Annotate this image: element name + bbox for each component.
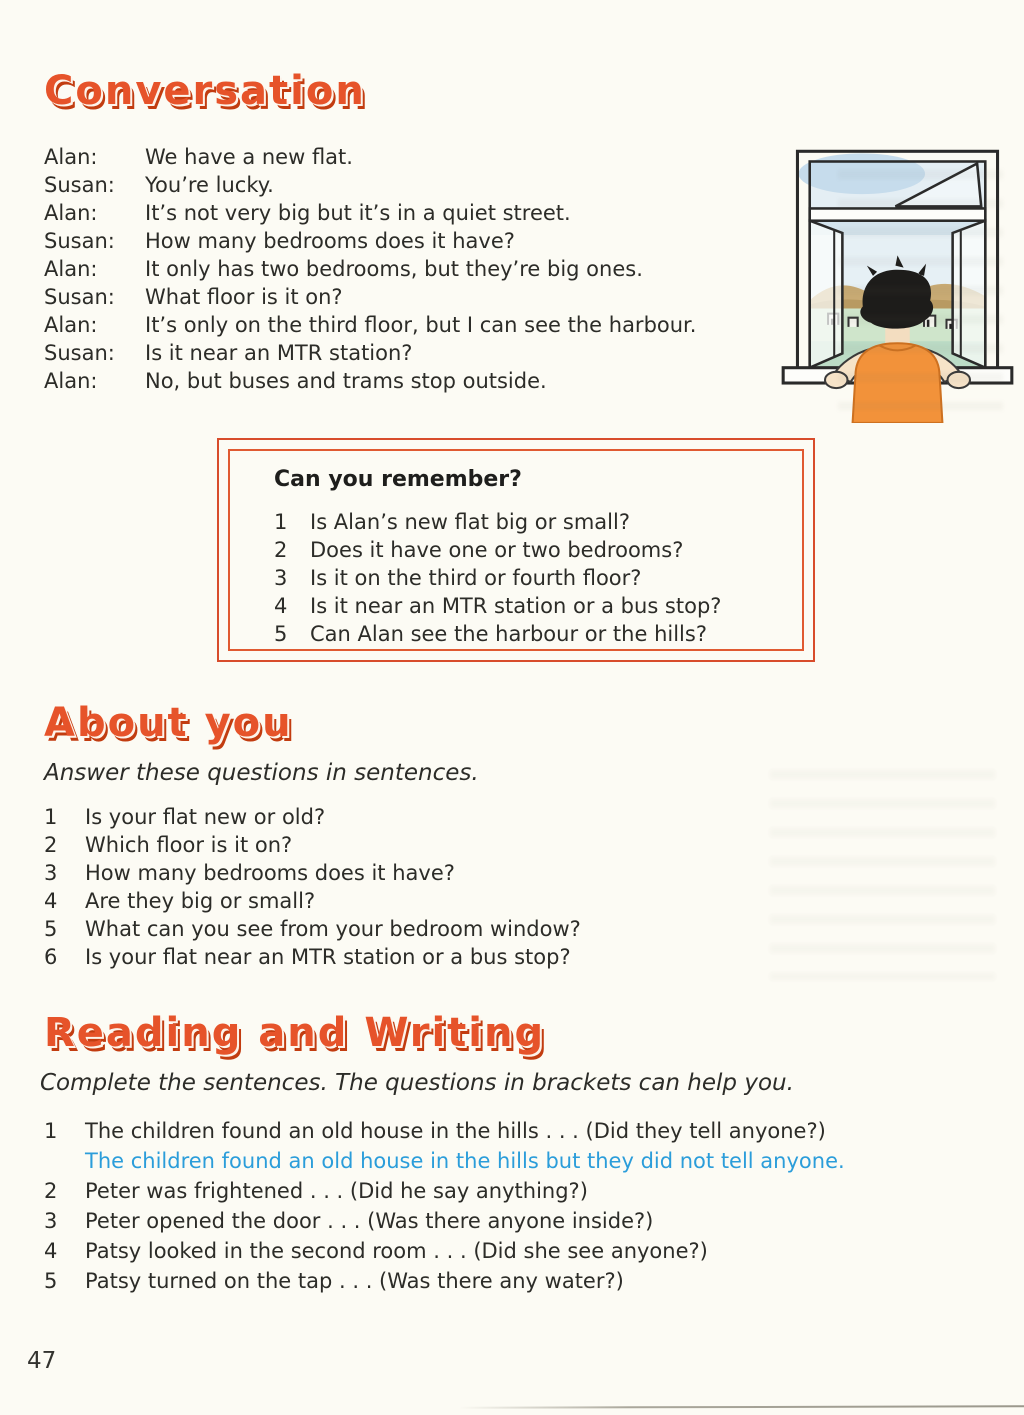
list-item: [44, 1236, 845, 1266]
question-number: 5: [274, 622, 288, 646]
boy-at-window-illustration: [775, 145, 1020, 423]
section-heading-reading-and-writing: Reading and Writing: [44, 1010, 546, 1056]
list-item: [44, 831, 581, 859]
remember-question: [274, 536, 782, 564]
remember-question: [274, 564, 782, 592]
question-number: 4: [274, 594, 288, 618]
question-number: 1: [274, 510, 288, 534]
item-text: What can you see from your bedroom window?: [85, 917, 581, 941]
dialogue-speaker: Susan:: [44, 229, 115, 253]
list-item: [44, 1266, 845, 1296]
list-item: [44, 887, 581, 915]
dialogue-speaker: Alan:: [44, 201, 98, 225]
item-number: 3: [44, 1209, 58, 1233]
dialogue-line: [44, 367, 784, 395]
dialogue-line: [44, 143, 784, 171]
item-number: 2: [44, 833, 58, 857]
scan-bleedthrough-artifact: [770, 770, 995, 980]
page-number: 47: [27, 1348, 57, 1374]
dialogue-text: It’s not very big but it’s in a quiet street.: [145, 201, 571, 225]
dialogue-text: You’re lucky.: [145, 173, 274, 197]
dialogue-speaker: Susan:: [44, 341, 115, 365]
item-number: 3: [44, 861, 58, 885]
item-text: Peter was frightened . . . (Did he say anything?): [85, 1179, 588, 1203]
list-item: [44, 859, 581, 887]
item-number: 4: [44, 1239, 58, 1263]
reading-writing-exercise-list: [44, 1116, 845, 1296]
item-text: Peter opened the door . . . (Was there anyone inside?): [85, 1209, 654, 1233]
item-number: 5: [44, 1269, 58, 1293]
dialogue-text: It’s only on the third floor, but I can see the harbour.: [145, 313, 697, 337]
remember-question: [274, 592, 782, 620]
section-heading-about-you: About you: [44, 700, 293, 746]
dialogue-text: What floor is it on?: [145, 285, 343, 309]
question-number: 3: [274, 566, 288, 590]
dialogue-speaker: Susan:: [44, 285, 115, 309]
dialogue-line: [44, 227, 784, 255]
item-number: 1: [44, 1119, 58, 1143]
item-number: 1: [44, 805, 58, 829]
item-number: 4: [44, 889, 58, 913]
list-item: [44, 1206, 845, 1236]
list-item: [44, 915, 581, 943]
question-text: Is it on the third or fourth floor?: [310, 566, 642, 590]
item-text: Is your flat near an MTR station or a bus stop?: [85, 945, 571, 969]
can-you-remember-box-inner: [228, 449, 804, 651]
dialogue-text: It only has two bedrooms, but they’re big ones.: [145, 257, 643, 281]
dialogue-text: We have a new flat.: [145, 145, 353, 169]
reading-writing-instruction: Complete the sentences. The questions in brackets can help you.: [40, 1070, 794, 1096]
dialogue: [44, 143, 784, 395]
item-text: How many bedrooms does it have?: [85, 861, 455, 885]
dialogue-text: How many bedrooms does it have?: [145, 229, 515, 253]
item-text: Which floor is it on?: [85, 833, 293, 857]
item-text: Are they big or small?: [85, 889, 316, 913]
section-heading-conversation: Conversation: [44, 68, 366, 114]
list-item: [44, 803, 581, 831]
page-edge-shadow: [459, 1405, 1024, 1408]
list-item: [44, 1176, 845, 1206]
list-item: [44, 1116, 845, 1146]
dialogue-text: Is it near an MTR station?: [145, 341, 413, 365]
dialogue-speaker: Alan:: [44, 257, 98, 281]
item-text: Patsy turned on the tap . . . (Was there any water?): [85, 1269, 624, 1293]
dialogue-line: [44, 255, 784, 283]
remember-box-title: Can you remember?: [274, 467, 522, 492]
item-number: 6: [44, 945, 58, 969]
item-number: 2: [44, 1179, 58, 1203]
remember-question: [274, 508, 782, 536]
item-text: Is your flat new or old?: [85, 805, 326, 829]
question-text: Is Alan’s new flat big or small?: [310, 510, 630, 534]
question-text: Is it near an MTR station or a bus stop?: [310, 594, 722, 618]
item-text: Patsy looked in the second room . . . (Did she see anyone?): [85, 1239, 708, 1263]
item-number: 5: [44, 917, 58, 941]
dialogue-line: [44, 283, 784, 311]
example-answer: The children found an old house in the hills but they did not tell anyone.: [85, 1149, 845, 1173]
dialogue-line: [44, 199, 784, 227]
about-you-question-list: [44, 803, 581, 971]
question-text: Can Alan see the harbour or the hills?: [310, 622, 707, 646]
question-number: 2: [274, 538, 288, 562]
dialogue-speaker: Alan:: [44, 145, 98, 169]
dialogue-line: [44, 311, 784, 339]
question-text: Does it have one or two bedrooms?: [310, 538, 684, 562]
dialogue-line: [44, 171, 784, 199]
item-text: The children found an old house in the hills . . . (Did they tell anyone?): [85, 1119, 826, 1143]
dialogue-line: [44, 339, 784, 367]
dialogue-speaker: Alan:: [44, 313, 98, 337]
list-item: [44, 943, 581, 971]
about-you-instruction: Answer these questions in sentences.: [44, 760, 479, 786]
dialogue-text: No, but buses and trams stop outside.: [145, 369, 547, 393]
dialogue-speaker: Susan:: [44, 173, 115, 197]
remember-question: [274, 620, 782, 648]
can-you-remember-box: [217, 438, 815, 662]
dialogue-speaker: Alan:: [44, 369, 98, 393]
